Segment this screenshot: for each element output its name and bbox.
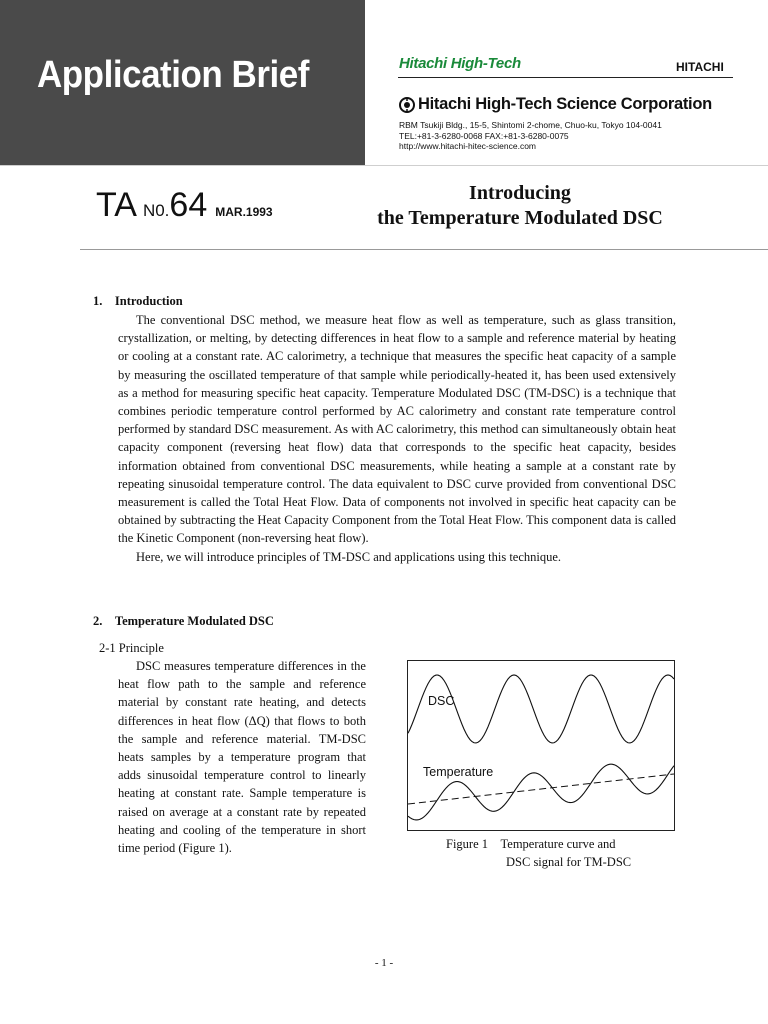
- intro-paragraph-2: Here, we will introduce principles of TM-DSC and applications using this technique.: [136, 549, 562, 564]
- brand-divider: [398, 77, 733, 78]
- doc-number-value: 64: [169, 186, 208, 224]
- intro-paragraph: The conventional DSC method, we measure heat flow as well as temperature, such as glass transition, crystallization, or melting, by detecting differences in heat flow to a sample and reference material by heating or cooling at a constant rate. AC calorimetry, a technique that measures the specific heat capacity of a sample by measuring the oscillated temperature of that sample while periodically-heated it, has been used extensively as a method for measuring specific heat capacity. Temperature Modulated DSC (TM-DSC) is a technique that combines periodic temperature control performed by AC calorimetry and constant rate temperature control performed by standard DSC measurement. As with AC calorimetry, this method can simultaneously obtain heat capacity component (reversing heat flow) data that corresponds to the specific heat capacity, besides information obtained from conventional DSC measurements, while heating a sample at a constant rate by repeating sinusoidal temperature control. The data equivalent to DSC curve provided from conventional DSC measurement is called the Total Heat Flow. Data of components not involved in specific heat capacity can be obtained by subtracting the Heat Capacity Component from the Total Heat Flow. This component data is called the Kinetic Component (non-reversing heat flow).: [118, 313, 676, 546]
- hitachi-emblem-icon: [399, 97, 415, 113]
- brand-logo-text: Hitachi High-Tech: [399, 55, 521, 72]
- title-divider: [80, 249, 768, 250]
- website-link[interactable]: http://www.hitachi-hitec-science.com: [399, 141, 536, 151]
- subsection-heading: 2-1 Principle: [99, 641, 164, 655]
- document-title: [350, 181, 690, 231]
- principle-paragraph: DSC measures temperature differences in the heat flow path to the sample and reference material by constant rate heating, and detects differences in heat flow (ΔQ) that flows to both the sample and reference material. TM-DSC heats samples by a temperature program that adds sinusoidal temperature control to linearly heating at constant rate. Sample temperature is raised on average at a constant rate by repeated heating and cooling of the temperature in short time period (Figure 1).: [118, 659, 366, 856]
- section-2-heading: 2. Temperature Modulated DSC: [93, 614, 274, 628]
- header-divider: [0, 165, 768, 166]
- section-1-body: [118, 311, 676, 566]
- dsc-curve: [408, 675, 674, 743]
- corporation-address: [399, 120, 662, 152]
- contact-line: TEL:+81-3-6280-0068 FAX:+81-3-6280-0075: [399, 130, 569, 141]
- hitachi-logo-text: HITACHI: [676, 60, 724, 74]
- document-number: [96, 186, 273, 225]
- section-1-heading: 1. Introduction: [93, 294, 183, 308]
- temperature-label: Temperature: [423, 765, 494, 779]
- doc-series: TA: [96, 186, 137, 224]
- doc-no-label: N0.: [142, 201, 170, 220]
- doc-date: MAR.1993: [215, 205, 273, 219]
- address-line: RBM Tsukiji Bldg., 15-5, Shintomi 2-chome, Chuo-ku, Tokyo 104-0041: [399, 120, 662, 130]
- page-number: - 1 -: [374, 957, 394, 969]
- figure-1-plot: [408, 661, 674, 830]
- title-line-2: the Temperature Modulated DSC: [377, 207, 663, 229]
- corporation-name: Hitachi High-Tech Science Corporation: [418, 95, 712, 113]
- figure-1: [407, 660, 675, 831]
- figure-caption: Figure 1 Temperature curve and: [446, 837, 616, 851]
- figure-caption-cont: DSC signal for TM-DSC: [506, 855, 632, 869]
- title-line-1: Introducing: [469, 182, 571, 204]
- header-title: Application Brief: [37, 54, 309, 96]
- principle-body: [118, 657, 366, 857]
- dsc-label: DSC: [428, 694, 455, 708]
